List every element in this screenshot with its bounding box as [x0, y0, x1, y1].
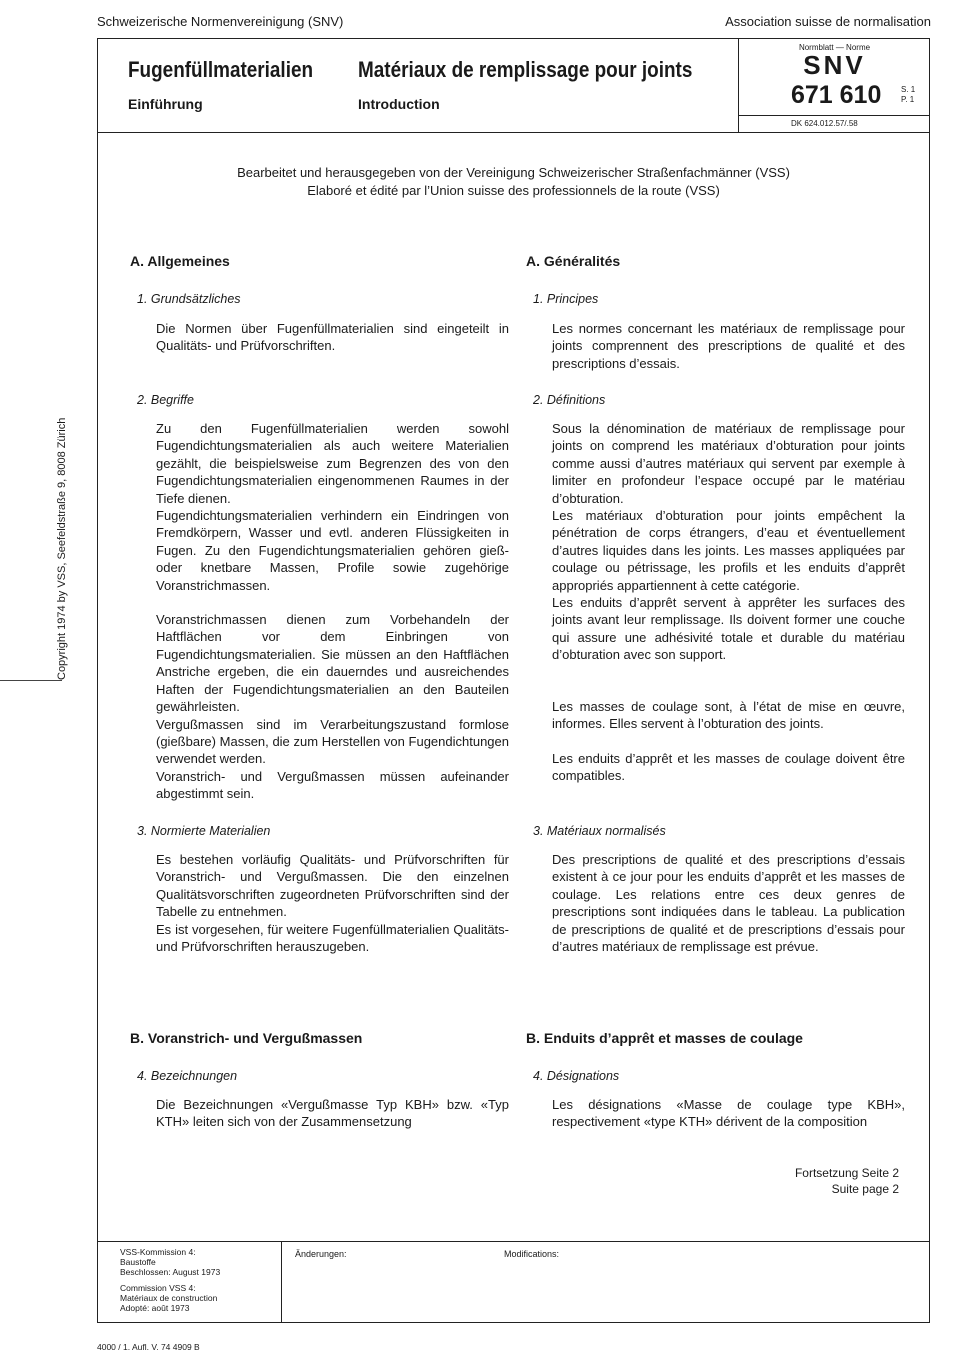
normed-p1-de: Es bestehen vorläufig Qualitäts- und Prüfvorschriften für Voranstrich- und Vergußmassen. Die den einzelnen Qualitätsvorschriften zugeordneten Prüfvorschriften sind der Tabelle zu entnehmen. [156, 852, 509, 920]
margin-rule [0, 680, 62, 681]
title-de: Fugenfüllmaterialien [128, 57, 314, 82]
subsection-2-de: 2. Begriffe [137, 393, 194, 407]
normed-p2-de: Es ist vorgesehen, für weitere Fugenfüllmaterialien Qualitäts- und Prüfvorschriften herauszugeben. [156, 921, 509, 955]
subsection-3-fr: 3. Matériaux normalisés [533, 824, 666, 838]
snv-label: SNV [803, 50, 866, 80]
commission-line: Commission VSS 4: [120, 1283, 196, 1293]
page-p: P. 1 [901, 95, 915, 104]
commission-line: Baustoffe [120, 1257, 156, 1267]
definitions-p2-de: Fugendichtungsmaterialien verhindern ein Eindringen von Fremdkörpern, Wasser und evtl. anderen Flüssigkeiten in Fugen. Zu den Fugendichtungsmaterialien gehören gieß- oder knetbare Massen, Profile sowie zugehörige Voranstrichmassen. [156, 508, 509, 593]
paragraph-3-fr: Des prescriptions de qualité et des prescriptions d’essais existent à ce jour pour les enduits d’apprêt et les masses de coulage. Les relations entre ces deux genres de prescriptions sont indiquées dans le tableau. La publication de prescriptions de qualité et de prescriptions d’essais pour d’autres matériaux de remplissage est prévue. [552, 852, 905, 955]
title-fr: Matériaux de remplissage pour joints [358, 57, 693, 82]
print-code: 4000 / 1. Aufl. V. 74 4909 B [97, 1342, 200, 1352]
publisher-name-de: Schweizerische Normenvereinigung (SNV) [97, 14, 344, 29]
section-b-fr: B. Enduits d’apprêt et masses de coulage [526, 1030, 803, 1046]
commission-line: Adopté: août 1973 [120, 1303, 190, 1313]
publisher-line-fr: Elaboré et édité par l’Union suisse des professionnels de la route (VSS) [307, 183, 720, 198]
subsection-3-de: 3. Normierte Materialien [137, 824, 271, 838]
paragraph-4-fr: Les désignations «Masse de coulage type KBH», respectivement «type KTH» dérivent de la composition [552, 1097, 905, 1130]
footer-divider [98, 1241, 929, 1242]
subsection-2-fr: 2. Définitions [533, 393, 606, 407]
definitions-p3-de: Voranstrichmassen dienen zum Vorbehandeln der Haftflächen vor dem Einbringen von Fugendichtungsmaterialien. Sie müssen an den Haftflächen Anstriche ergeben, die ein dauerndes und ausreichendes Haften der Fugendichtungsmaterialien an den Bauteilen gewährleisten. [156, 612, 509, 715]
definitions-p2-fr: Les matériaux d’obturation pour joints empêchent la pénétration de corps étrangers, d’eau et éventuellement d’autres liquides dans les joints. Les masses appliquées par coulage ou pétrissage, les profils et les enduits d’apprêt appropriés appartiennent à cette catégorie. [552, 508, 905, 593]
norm-number-box [738, 39, 930, 132]
changes-label-fr: Modifications: [504, 1249, 560, 1259]
subsection-1-fr: 1. Principes [533, 292, 599, 306]
section-b-de: B. Voranstrich- und Vergußmassen [130, 1030, 363, 1046]
paragraph-1-de: Die Normen über Fugenfüllmaterialien sind eingeteilt in Qualitäts- und Prüfvorschriften. [156, 321, 509, 354]
section-a-fr: A. Généralités [526, 253, 621, 269]
norm-number: 671 610 [791, 81, 882, 109]
copyright-notice: Copyright 1974 by VSS, Seefeldstraße 9, 8008 Zürich [56, 417, 68, 680]
definitions-p5-fr: Les enduits d’apprêt et les masses de coulage doivent être compatibles. [552, 750, 905, 783]
paragraph-2-de [156, 420, 509, 803]
publisher-line-de: Bearbeitet und herausgegeben von der Vereinigung Schweizerischer Straßenfachmänner (VSS) [237, 165, 790, 180]
changes-label-de: Änderungen: [295, 1249, 347, 1259]
publisher-statement [98, 164, 929, 200]
header-divider [98, 132, 929, 133]
publisher-name-fr: Association suisse de normalisation [725, 14, 931, 29]
subsection-4-de: 4. Bezeichnungen [137, 1069, 238, 1083]
paragraph-3-de [156, 851, 509, 955]
paragraph-4-de: Die Bezeichnungen «Vergußmasse Typ KBH» bzw. «Typ KTH» leiten sich von der Zusammensetzung [156, 1097, 509, 1130]
subsection-1-de: 1. Grundsätzliches [137, 292, 241, 306]
definitions-p4-fr: Les masses de coulage sont, à l’état de mise en œuvre, informes. Elles servent à l’obturation des joints. [552, 698, 905, 732]
subtitle-de: Einführung [128, 96, 203, 112]
continuation-note [795, 1165, 899, 1197]
continuation-de: Fortsetzung Seite 2 [794, 1166, 899, 1180]
page-s: S. 1 [901, 85, 916, 94]
definitions-p4-de: Vergußmassen sind im Verarbeitungszustand formlose (gießbare) Massen, die zum Herstellen von Fugendichtungen verwendet werden. [156, 716, 509, 767]
definitions-p5-de: Voranstrich- und Vergußmassen müssen aufeinander abgestimmt sein. [156, 768, 509, 802]
commission-info [120, 1247, 220, 1313]
definitions-p1-fr: Sous la dénomination de matériaux de remplissage pour joints on comprend les matériaux d’obturation pour joints comme aussi d’autres matériaux qui servent par exemple à limiter en profondeur l’espace occupé par le matériau d’obturation. [552, 421, 905, 506]
section-a-de: A. Allgemeines [130, 253, 230, 269]
box-divider [739, 115, 930, 116]
footer-column-divider [281, 1241, 282, 1323]
paragraph-2-fr [552, 420, 905, 784]
page-indicator [901, 85, 915, 105]
subtitle-fr: Introduction [358, 96, 440, 112]
commission-line: VSS-Kommission 4: [120, 1247, 196, 1257]
definitions-p1-de: Zu den Fugenfüllmaterialien werden sowohl Fugendichtungsmaterialien als auch weitere Materialien gezählt, die beispielsweise zum Begrenzen des von den Fugendichtungsmaterialien eingenommenen Raumes in der Tiefe dienen. [156, 421, 509, 506]
document-frame [97, 38, 930, 1323]
commission-line: Matériaux de construction [120, 1293, 218, 1303]
commission-line: Beschlossen: August 1973 [120, 1267, 221, 1277]
paragraph-1-fr: Les normes concernant les matériaux de remplissage pour joints comprennent des prescriptions de qualité et des prescriptions d’essais. [552, 321, 905, 371]
dk-classification: DK 624.012.57/.58 [791, 119, 858, 128]
subsection-4-fr: 4. Désignations [533, 1069, 620, 1083]
normblatt-label: Normblatt — Norme [798, 43, 871, 52]
definitions-p3-fr: Les enduits d’apprêt servent à apprêter les surfaces des joints avant leur remplissage. Ils doivent former une couche qui assure une adhésivité totale et durable du matériau d’obturation avec son support. [552, 595, 905, 663]
continuation-fr: Suite page 2 [831, 1182, 899, 1196]
